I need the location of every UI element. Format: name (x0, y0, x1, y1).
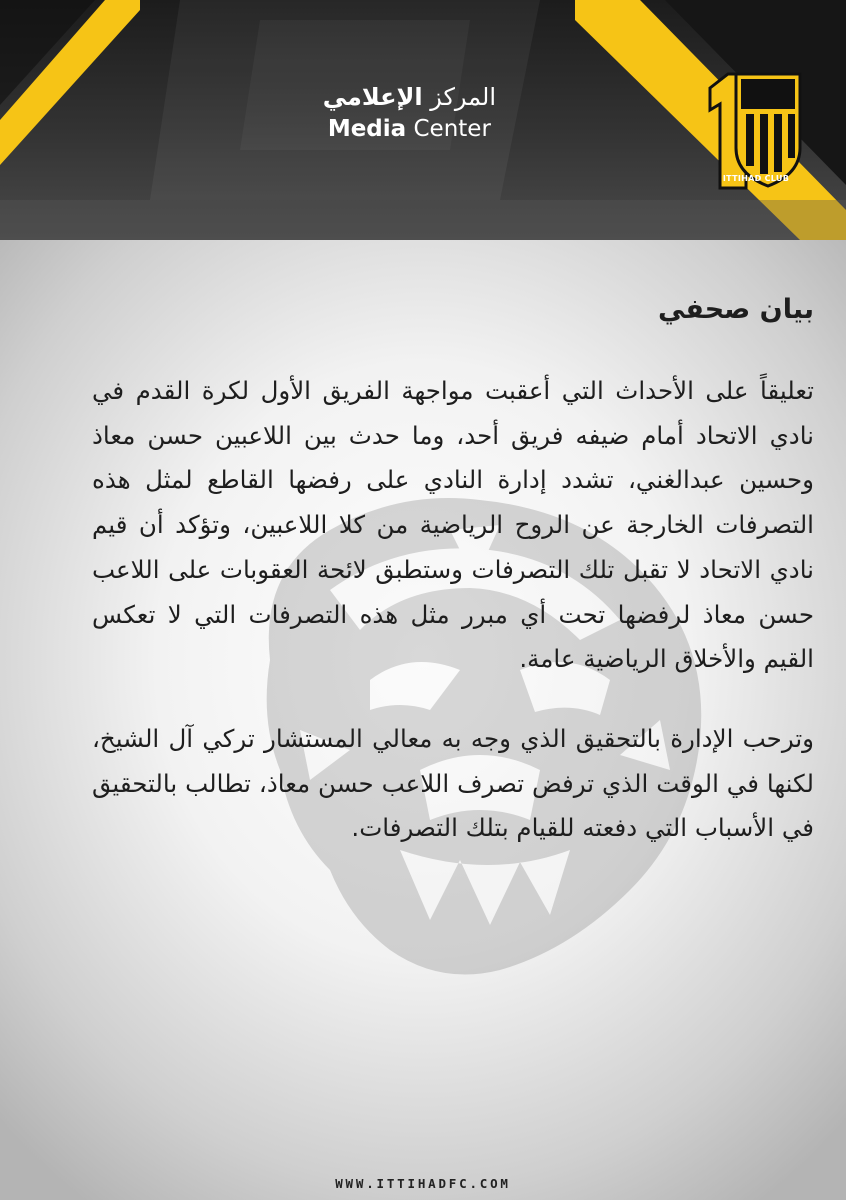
ittihad-club-crest-icon (708, 70, 804, 190)
media-center-title (323, 82, 496, 144)
press-statement (92, 290, 814, 851)
statement-paragraph-1: تعليقاً على الأحداث التي أعقبت مواجهة الفريق الأول لكرة القدم في نادي الاتحاد أمام ضيفه فريق أحد، وما حدث بين اللاعبين حسن معاذ وحسين عبدالغني، تشدد إدارة النادي على رفضها القاطع لمثل هذه التصرفات الخارجة عن الروح الرياضية من كلا اللاعبين، وتؤكد أن قيم نادي الاتحاد لا تقبل تلك التصرفات وستطبق لائحة العقوبات على اللاعب حسن معاذ لرفضها تحت أي مبرر مثل هذه التصرفات التي لا تعكس القيم والأخلاق الرياضية عامة. (92, 376, 814, 674)
media-center-title-ar: المركز الإعلامي (322, 83, 496, 111)
header-banner (0, 0, 846, 240)
club-name: ITTIHAD CLUB (722, 174, 790, 183)
website-link[interactable]: WWW.ITTIHADFC.COM (335, 1176, 511, 1191)
footer (0, 1160, 846, 1200)
statement-title: بيان صحفي (657, 294, 814, 325)
statement-paragraph-2: وترحب الإدارة بالتحقيق الذي وجه به معالي المستشار تركي آل الشيخ، لكنها في الوقت الذي ترفض تصرف اللاعب حسن معاذ، تطالب بالتحقيق في الأسباب التي دفعته للقيام بتلك التصرفات. (92, 723, 814, 843)
media-center-title-en: Media Center (327, 116, 491, 142)
